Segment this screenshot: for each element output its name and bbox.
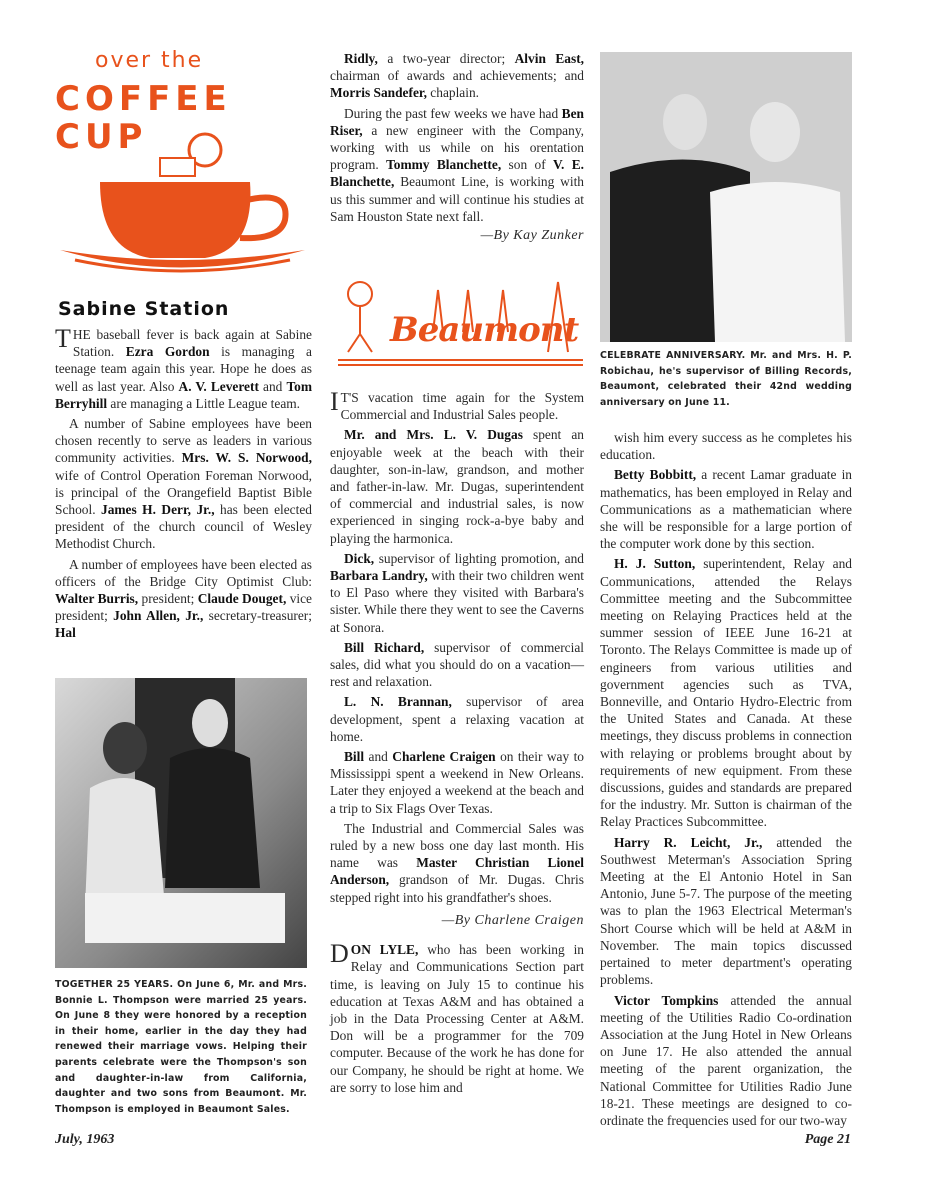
beaumont-article bbox=[330, 389, 584, 1096]
bold-name: Walter Burris, bbox=[55, 591, 139, 607]
text-run: supervisor of commercial sales, did what you should do on a vacation—rest and relaxation. bbox=[330, 639, 585, 690]
text-run: supervisor of lighting promotion, and bbox=[374, 550, 584, 566]
text-run: Beaumont Line, is working with us this summer and will continue his studies at Sam Houston State next fall. bbox=[330, 174, 584, 224]
text-run: a new engineer with the Company, working with us while on his orentation program. bbox=[330, 122, 584, 173]
beaumont-logo bbox=[338, 272, 583, 372]
bold-name: L. N. Brannan, bbox=[344, 694, 452, 710]
beaumont-logo-text: Beaumont bbox=[390, 310, 579, 350]
sabine-station-article bbox=[55, 326, 312, 642]
paragraph bbox=[330, 426, 584, 546]
drop-cap: T bbox=[55, 324, 71, 353]
bold-name: Morris Sandefer, bbox=[330, 85, 427, 101]
bold-name: John Allen, Jr., bbox=[113, 608, 204, 624]
text-run: vice president; bbox=[55, 591, 312, 624]
text-run: grandson of Mr. Dugas. Chris stepped right into his grandfather's shoes. bbox=[330, 872, 584, 905]
bold-name: Charlene Craigen bbox=[392, 749, 496, 765]
section-heading-sabine-station: Sabine Station bbox=[58, 298, 230, 320]
text-run: with their two children went to El Paso where they visited with Barbara's sister. While there they went to see the Caverns at Sonora. bbox=[330, 568, 585, 635]
bold-name: Ridly, bbox=[344, 51, 378, 66]
bold-name: Tommy Blanchette, bbox=[386, 157, 502, 173]
text-run: a two-year director; bbox=[377, 51, 515, 66]
footer-page-number: Page 21 bbox=[804, 1132, 851, 1147]
relay-communications-article bbox=[600, 429, 852, 1129]
text-run: is managing a teenage team again this year. Hope he does as well as last year. Also bbox=[55, 344, 312, 394]
bold-name: Alvin East, bbox=[514, 51, 585, 66]
bold-name: Claude Douget, bbox=[197, 591, 287, 607]
paragraph bbox=[600, 992, 852, 1130]
byline-kay-zunker: —By Kay Zunker bbox=[480, 228, 584, 244]
paragraph bbox=[600, 466, 852, 552]
text-run: The Industrial and Commercial Sales was ruled by a new boss one day last month. His name was bbox=[330, 820, 584, 871]
bold-name: Tom Berryhill bbox=[55, 378, 313, 411]
text-run: A number of Sabine employees have been chosen recently to serve as leaders in various community activities. bbox=[55, 416, 312, 466]
bold-name: Barbara Landry, bbox=[330, 568, 428, 584]
text-run: and bbox=[258, 378, 287, 394]
coffee-cup-illustration bbox=[55, 120, 310, 285]
text-run: wife of Control Operation Foreman Norwood, is principal of the Orangefield Baptist Bible School. bbox=[55, 467, 312, 518]
paragraph bbox=[55, 556, 312, 642]
text-run: and bbox=[364, 749, 393, 765]
text-run: During the past few weeks we have had bbox=[344, 105, 562, 121]
text-run: A number of employees have been elected as officers of the Bridge City Optimist Club: bbox=[55, 556, 312, 589]
bold-name: Bill bbox=[344, 749, 365, 765]
bold-name: Mr. and Mrs. L. V. Dugas bbox=[344, 427, 523, 443]
paragraph bbox=[55, 415, 312, 553]
text-run: wish him every success as he completes his education. bbox=[600, 430, 852, 463]
paragraph bbox=[600, 429, 852, 463]
footer-date: July, 1963 bbox=[55, 1132, 115, 1147]
text-run: president; bbox=[138, 591, 198, 607]
photo-celebrate-anniversary bbox=[600, 52, 852, 342]
paragraph bbox=[330, 550, 584, 636]
bold-name: Dick, bbox=[344, 550, 375, 566]
drop-cap: D bbox=[330, 939, 349, 969]
bold-name: ON LYLE, bbox=[350, 942, 419, 958]
paragraph bbox=[330, 693, 584, 745]
logo-line-over-the: over the bbox=[95, 48, 204, 73]
drop-cap: I bbox=[330, 387, 339, 416]
photo-caption-together-25-years: TOGETHER 25 YEARS. On June 6, Mr. and Mrs. Bonnie L. Thompson were married 25 years. On June 8 they were honored by a reception in their home, earlier in the day they had renewed their marriage vows. Helping their parents celebrate were the Thompson's son and daughter-in-law from California, daughter and two sons from Beaumont. Mr. Thompson is employed in Beaumont Sales. bbox=[55, 979, 307, 1115]
text-run: are managing a Little League team. bbox=[107, 395, 301, 411]
paragraph bbox=[55, 326, 312, 412]
paragraph bbox=[330, 639, 584, 691]
text-run: on their way to Mississippi spent a weekend in New Orleans. Later they enjoyed a weekend at the beach and a trip to Six Flags Over Texas. bbox=[330, 749, 584, 816]
paragraph bbox=[600, 834, 852, 989]
bold-name: Victor Tompkins bbox=[614, 992, 719, 1008]
bold-name: A. V. Leverett bbox=[178, 378, 259, 394]
kay-zunker-article-continued bbox=[330, 50, 584, 246]
bold-name: Harry R. Leicht, Jr., bbox=[614, 834, 763, 850]
bold-name: Ben Riser, bbox=[330, 105, 584, 138]
text-run: spent an enjoyable week at the beach with their daughter, son-in-law, grandson, and mother and father-in-law. Mr. Dugas, superintendent of commercial and industrial sales, is now experienced in singing rock-a-bye baby and playing the harmonica. bbox=[330, 427, 584, 546]
paragraph bbox=[330, 820, 584, 906]
text-run: son of bbox=[501, 157, 554, 173]
text-run: has been elected president of the church council of Wesley Methodist Church. bbox=[55, 502, 312, 552]
bold-name: H. J. Sutton, bbox=[614, 556, 696, 572]
bold-name: James H. Derr, Jr., bbox=[101, 502, 215, 518]
text-run: HE baseball fever is back again at Sabine Station. bbox=[72, 327, 312, 360]
text-run: chaplain. bbox=[426, 85, 480, 101]
text-run: a recent Lamar graduate in mathematics, has been employed in Relay and Communications as a mathematician where she will be responsible for a large portion of the computer work done by this section. bbox=[600, 467, 852, 552]
bold-name: Ezra Gordon bbox=[125, 344, 210, 360]
byline-charlene-craigen: —By Charlene Craigen bbox=[441, 912, 584, 928]
bold-name: Master Christian Lionel Anderson, bbox=[330, 855, 584, 888]
bold-name: Bill Richard, bbox=[344, 639, 425, 655]
photo-caption-celebrate-anniversary: CELEBRATE ANNIVERSARY. Mr. and Mrs. H. P. Robichau, he's supervisor of Billing Records, Beaumont, celebrated their 42nd wedding anniversary on June 11. bbox=[600, 350, 852, 408]
bold-name: Betty Bobbitt, bbox=[614, 467, 697, 483]
text-run: attended the annual meeting of the Utilities Radio Co-ordination Association at the Jung Hotel in New Orleans on June 17. He also attended the annual meeting of the parent organization, the National Committee for Utilities Radio June 18-21. These meetings are designed to co-ordinate the frequencies used for our two-way bbox=[600, 992, 853, 1128]
paragraph bbox=[600, 555, 852, 830]
text-run: supervisor of area development, spent a relaxing vacation at home. bbox=[330, 694, 584, 744]
paragraph bbox=[330, 941, 584, 1096]
text-run: superintendent, Relay and Communications, attended the Relays Committee meeting and the Subcommittee meeting on Relaying Practices held at the summer session of IEEE June 16-21 at Toronto. The Relays Committee is made up of engineers from various utilities and government agencies such as TVA, Bonneville, and Ontario Hydro-Electric from the United States and Canada. At these meetings, they discuss problems in connection with relaying or problems brought about by requirements of new equipment. From these discussions, guides and standards are prepared for the industry. Mr. Sutton is chairman of the Relay Practices Subcommittee. bbox=[600, 556, 852, 830]
text-run: chairman of awards and achievements; and bbox=[330, 68, 584, 84]
text-run: attended the Southwest Meterman's Association Spring Meeting at the El Antonio Hotel in San Antonio, June 5-7. The purpose of the meeting was to plan the 1963 Electrical Meterman's Short Course which will be held at A&M in November. The main topics discussed pertained to meter department's operating problems. bbox=[600, 834, 852, 988]
paragraph bbox=[330, 748, 584, 817]
bold-name: Mrs. W. S. Norwood, bbox=[181, 450, 312, 466]
bold-name: Hal bbox=[55, 625, 76, 641]
paragraph bbox=[330, 389, 584, 423]
bold-name: V. E. Blanchette, bbox=[330, 157, 584, 190]
text-run: who has been working in Relay and Communications Section part time, is leaving on July 15 to continue his education at Texas A&M and has obtained a job in the Data Processing Center at A&M. Don will be a programmer for the 709 computer. Because of the work he has done for our Company, he should be right at home. We are sorry to lose him and bbox=[330, 942, 584, 1095]
photo-together-25-years bbox=[55, 678, 307, 968]
text-run: secretary-treasurer; bbox=[203, 608, 312, 624]
logo-line-coffee-cup: COFFEE CUP bbox=[55, 79, 232, 157]
text-run: T'S vacation time again for the System Commercial and Industrial Sales people. bbox=[340, 390, 584, 423]
paragraph bbox=[330, 50, 584, 102]
paragraph bbox=[330, 105, 584, 225]
